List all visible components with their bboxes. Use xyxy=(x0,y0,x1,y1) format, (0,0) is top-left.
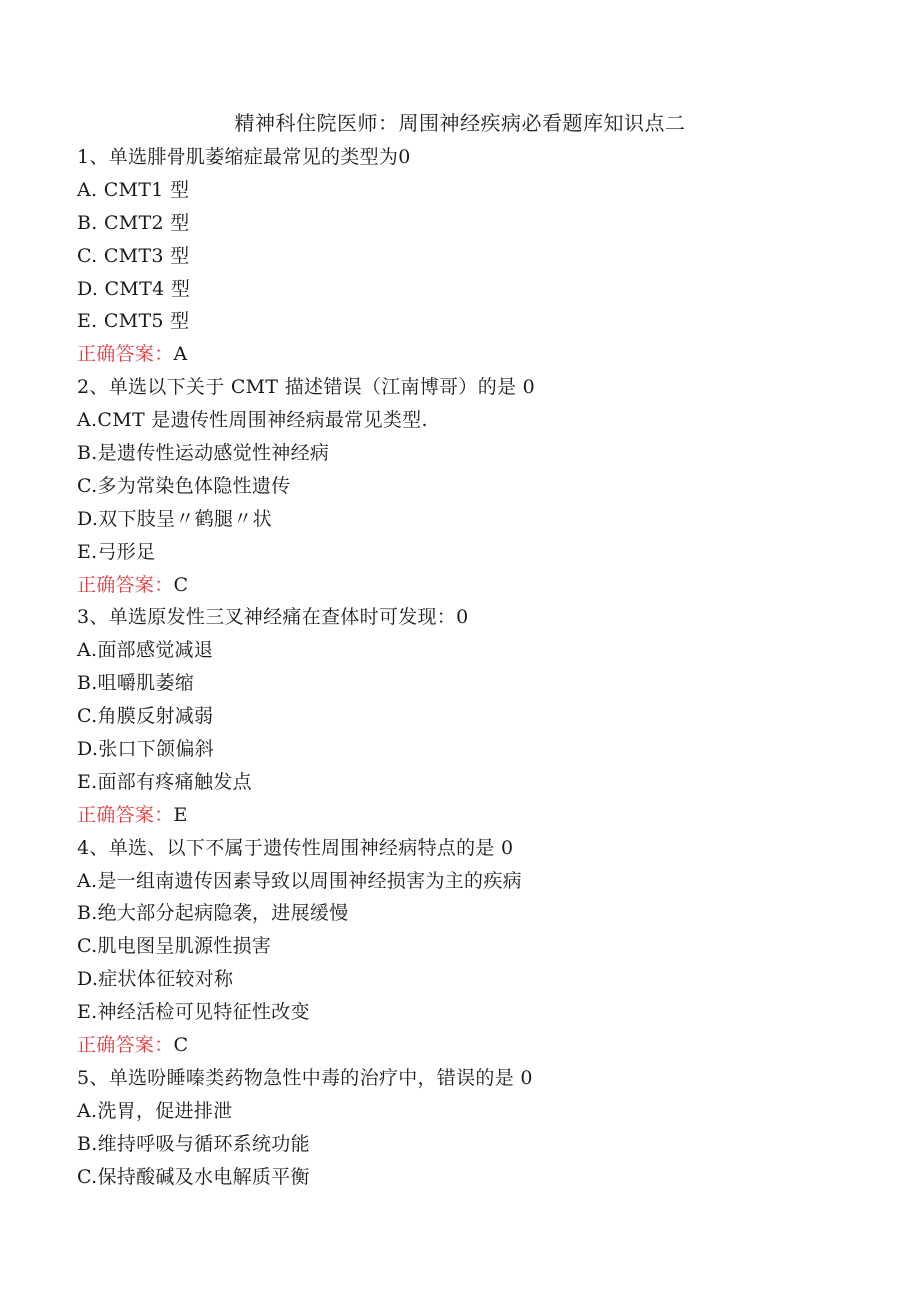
answer-label: 正确答案： xyxy=(77,1034,174,1057)
question-option: B.维持呼吸与循环系统功能 xyxy=(77,1132,310,1155)
question-option: A.是一组南遗传因素导致以周围神经损害为主的疾病 xyxy=(77,869,522,892)
question-option: B.咀嚼肌萎缩 xyxy=(77,672,195,695)
correct-answer xyxy=(77,338,877,371)
answer-value: C xyxy=(173,1034,189,1057)
question-option: A. CMT1 型 xyxy=(77,178,190,201)
question-option: B.绝大部分起病隐袭，进展缓慢 xyxy=(77,902,349,925)
correct-answer xyxy=(77,1029,877,1062)
question-stem: 4、单选、以下不属于遗传性周围神经病特点的是 0 xyxy=(77,836,514,859)
question-option: D.症状体征较对称 xyxy=(77,968,234,991)
correct-answer xyxy=(77,569,877,602)
question-option: E.弓形足 xyxy=(77,540,156,563)
question-stem: 3、单选原发性三叉神经痛在查体时可发现：0 xyxy=(77,606,469,629)
question-option: E. CMT5 型 xyxy=(77,310,190,333)
question-option: C.肌电图呈肌源性损害 xyxy=(77,935,272,958)
answer-value: A xyxy=(173,343,188,366)
answer-value: C xyxy=(173,573,189,596)
question-stem: 5、单选吩睡嗪类药物急性中毒的治疗中，错误的是 0 xyxy=(77,1066,533,1089)
question-option: A.面部感觉减退 xyxy=(77,639,214,662)
answer-label: 正确答案： xyxy=(77,803,174,826)
question-option: E.面部有疼痛触发点 xyxy=(77,770,252,793)
question-option: C. CMT3 型 xyxy=(77,244,190,267)
document-title: 精神科住院医师：周围神经疾病必看题库知识点二 xyxy=(234,111,686,135)
question-option: A.CMT 是遗传性周围神经病最常见类型. xyxy=(77,409,428,432)
question-list xyxy=(77,141,877,1194)
question-option: B.是遗传性运动感觉性神经病 xyxy=(77,442,330,465)
answer-label: 正确答案： xyxy=(77,343,174,366)
answer-label: 正确答案： xyxy=(77,573,174,596)
question-option: D.双下肢呈〃鹤腿〃状 xyxy=(77,507,272,530)
correct-answer xyxy=(77,799,877,832)
question-option: D.张口下颌偏斜 xyxy=(77,738,214,761)
answer-value: E xyxy=(173,803,188,826)
question-option: A.洗胃，促进排泄 xyxy=(77,1099,233,1122)
question-option: C.多为常染色体隐性遗传 xyxy=(77,474,291,497)
question-option: E.神经活检可见特征性改变 xyxy=(77,1001,310,1024)
question-stem: 1、单选腓骨肌萎缩症最常见的类型为0 xyxy=(77,146,411,168)
question-option: B. CMT2 型 xyxy=(77,211,190,234)
question-option: C.角膜反射减弱 xyxy=(77,705,214,728)
question-stem: 2、单选以下关于 CMT 描述错误（江南博哥）的是 0 xyxy=(77,376,536,399)
question-option: C.保持酸碱及水电解质平衡 xyxy=(77,1165,310,1188)
question-option: D. CMT4 型 xyxy=(77,277,191,300)
